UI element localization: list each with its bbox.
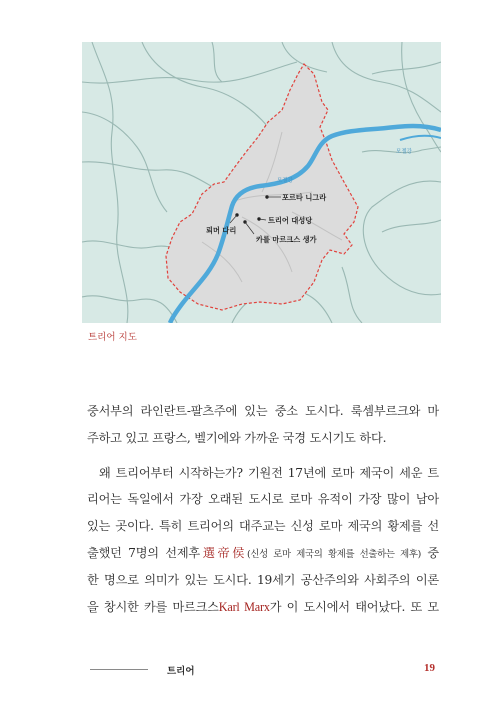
text-segment: 을 창시한 카를 마르크스 <box>87 599 219 614</box>
roman-bridge-label: 뢰머 다리 <box>206 226 237 235</box>
map-caption: 트리어 지도 <box>88 332 137 343</box>
porta-nigra-label: 포르타 니그라 <box>282 193 327 202</box>
paragraph-1-line-2: 주하고 있고 프랑스, 벨기에와 가까운 국경 도시기도 하다. <box>87 430 387 445</box>
latin-name: Karl Marx <box>218 599 270 614</box>
paragraph-2-line-1: 왜 트리어부터 시작하는가? 기원전 17년에 로마 제국이 세운 트 <box>99 465 439 480</box>
text-segment: 출했던 7명의 선제후 <box>87 545 200 560</box>
trier-map <box>82 42 441 323</box>
running-footer-title: 트리어 <box>167 666 195 677</box>
inline-note: (신성 로마 제국의 황제를 선출하는 제후) <box>246 548 421 560</box>
river-label-center: 모젤강 <box>277 178 293 184</box>
paragraph-2-line-2: 리어는 독일에서 가장 오래된 도시로 로마 유적이 가장 많이 남아 <box>87 492 439 507</box>
text-segment: 중 <box>420 545 439 560</box>
paragraph-1-line-1: 중서부의 라인란트-팔츠주에 있는 중소 도시다. 룩셈부르크와 마 <box>87 404 439 418</box>
body-text <box>87 398 439 620</box>
marx-house-label: 카를 마르크스 생가 <box>256 235 317 244</box>
cathedral-label: 트리어 대성당 <box>268 216 313 225</box>
river-label-east: 모젤강 <box>396 149 412 155</box>
text-segment: 가 이 도시에서 태어났다. 또 모 <box>269 599 439 614</box>
paragraph-2-line-6 <box>87 594 439 621</box>
map-graphic <box>82 42 441 323</box>
paragraph-2-line-5: 한 명으로 의미가 있는 도시다. 19세기 공산주의와 사회주의 이론 <box>87 572 439 587</box>
page-number: 19 <box>424 662 435 674</box>
footer-rule <box>90 669 148 670</box>
paragraph-2-line-3: 있는 곳이다. 특히 트리어의 대주교는 신성 로마 제국의 황제를 선 <box>87 519 439 534</box>
hanja-term: 選帝侯 <box>200 545 247 560</box>
paragraph-2-line-4 <box>87 540 439 567</box>
river-branch <box>400 136 441 140</box>
